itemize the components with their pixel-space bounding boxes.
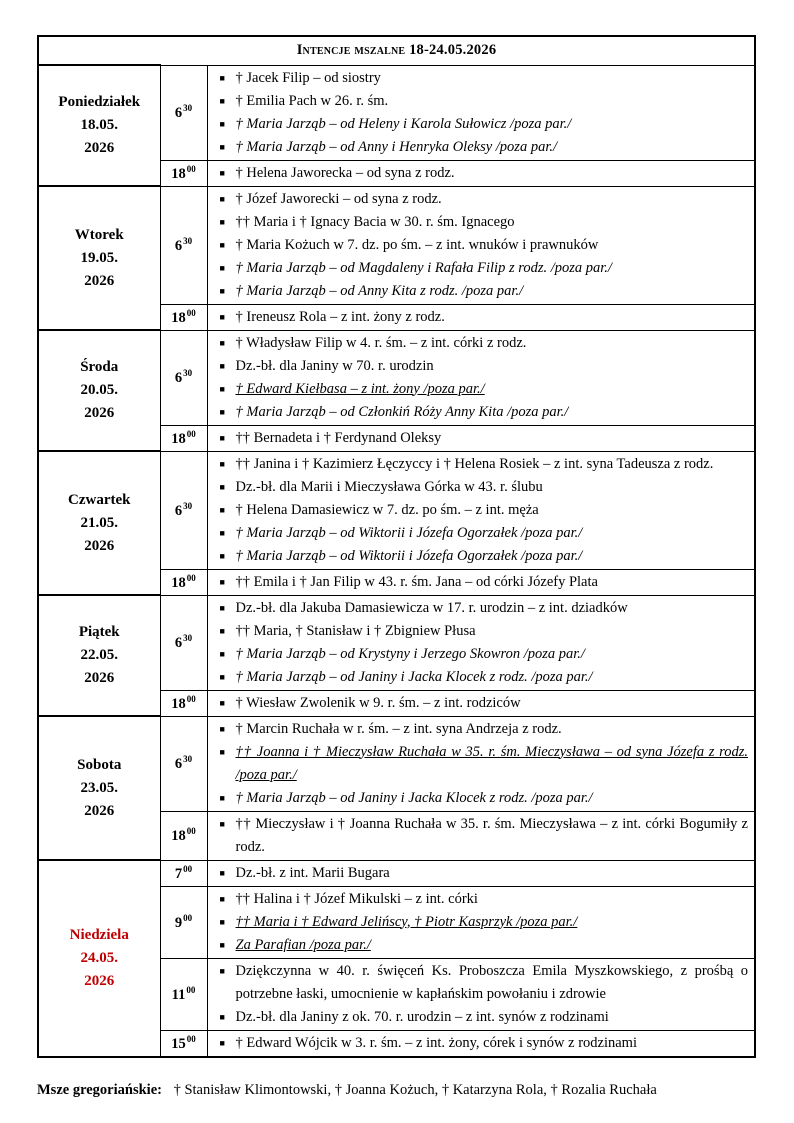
square-bullet-icon: ■: [219, 893, 225, 904]
square-bullet-icon: ■: [219, 697, 225, 708]
mass-time: [160, 304, 207, 330]
mass-minutes: 00: [186, 1033, 196, 1044]
intentions-cell: [207, 811, 755, 860]
mass-time: [160, 716, 207, 811]
mass-row: [38, 65, 755, 160]
day-cell: [38, 330, 160, 451]
intention-text: Dziękczynna w 40. r. święceń Ks. Proboszcza Emila Myszkowskiego, z prośbą o potrzebne łaski, umocnienie w kapłańskim powołaniu i zdrowie: [235, 962, 748, 1002]
mass-time: [160, 569, 207, 595]
day-year: 2026: [84, 802, 115, 819]
day-name: Niedziela: [69, 926, 129, 943]
gregorian-masses-footer: [37, 1082, 657, 1099]
square-bullet-icon: ■: [219, 1037, 225, 1048]
intention-text: † Maria Jarząb – od Wiktorii i Józefa Ogorzałek /poza par./: [235, 547, 583, 564]
intention-text: † Maria Jarząb – od Wiktorii i Józefa Ogorzałek /poza par./: [235, 524, 583, 541]
intention-item: [208, 427, 749, 450]
mass-minutes: 00: [186, 826, 196, 836]
square-bullet-icon: ■: [219, 550, 225, 561]
square-bullet-icon: ■: [219, 867, 225, 878]
intention-text: † Józef Jaworecki – od syna z rodz.: [235, 190, 442, 207]
square-bullet-icon: ■: [219, 602, 225, 613]
intentions-cell: [207, 160, 755, 186]
intention-item: [208, 787, 749, 810]
mass-minutes: 00: [183, 912, 193, 923]
mass-time: [160, 160, 207, 186]
day-year: 2026: [84, 272, 115, 289]
title-row: [38, 36, 755, 65]
square-bullet-icon: ■: [219, 360, 225, 371]
square-bullet-icon: ■: [219, 285, 225, 296]
square-bullet-icon: ■: [219, 625, 225, 636]
intention-text: †† Mieczysław i † Joanna Ruchała w 35. r. śm. Mieczysława – z int. córki Bogumiły z rodz.: [235, 815, 748, 855]
day-date: 19.05.: [80, 249, 118, 266]
day-cell: [38, 716, 160, 860]
mass-minutes: 30: [183, 235, 193, 246]
intention-item: [208, 960, 749, 1006]
intention-item: [208, 188, 749, 211]
mass-minutes: 30: [183, 500, 193, 511]
day-year: 2026: [84, 405, 115, 421]
mass-time: [160, 1030, 207, 1057]
mass-time: [160, 425, 207, 451]
square-bullet-icon: ■: [219, 458, 225, 469]
mass-time: [160, 186, 207, 304]
intention-item: [208, 257, 749, 280]
intention-item: [208, 280, 749, 303]
intention-list: [208, 570, 755, 595]
day-name: Środa: [80, 359, 119, 375]
mass-hour: 6: [174, 237, 183, 254]
intention-text: †† Bernadeta i † Ferdynand Oleksy: [235, 429, 442, 446]
intention-list: [208, 1031, 755, 1056]
intention-text: Dz.-bł. z int. Marii Bugara: [235, 864, 390, 881]
intention-text: Dz.-bł. dla Jakuba Damasiewicza w 17. r. urodzin – z int. dziadków: [235, 599, 628, 616]
square-bullet-icon: ■: [219, 311, 225, 322]
intention-list: [208, 426, 755, 451]
day-year: 2026: [84, 537, 115, 554]
intention-text: †† Joanna i † Mieczysław Ruchała w 35. r. śm. Mieczysława – od syna Józefa z rodz. /poza par./: [235, 743, 748, 783]
mass-minutes: 00: [186, 163, 196, 174]
square-bullet-icon: ■: [219, 72, 225, 83]
intention-item: [208, 453, 749, 476]
intention-text: †† Janina i † Kazimierz Łęczyccy i † Helena Rosiek – z int. syna Tadeusza z rodz.: [235, 455, 714, 472]
intention-item: [208, 888, 749, 911]
square-bullet-icon: ■: [219, 576, 225, 587]
intentions-cell: [207, 716, 755, 811]
intention-text: † Maria Jarząb – od Janiny i Jacka Klocek z rodz. /poza par./: [235, 789, 593, 806]
document-title: Intencje mszalne 18-24.05.2026: [38, 36, 755, 65]
intention-list: [208, 596, 755, 690]
intention-text: † Marcin Ruchała w r. śm. – z int. syna Andrzeja z rodz.: [235, 720, 562, 737]
intention-text: † Ireneusz Rola – z int. żony z rodz.: [235, 308, 445, 325]
day-year: 2026: [84, 972, 115, 989]
intention-text: † Maria Jarząb – od Anny Kita z rodz. /poza par./: [235, 282, 524, 299]
intentions-cell: [207, 304, 755, 330]
square-bullet-icon: ■: [219, 965, 225, 976]
square-bullet-icon: ■: [219, 141, 225, 152]
intention-item: [208, 332, 749, 355]
day-name: Czwartek: [68, 491, 131, 508]
day-cell: [38, 65, 160, 186]
mass-row: [38, 330, 755, 425]
square-bullet-icon: ■: [219, 648, 225, 659]
intention-text: † Edward Wójcik w 3. r. śm. – z int. żony, córek i synów z rodzinami: [235, 1034, 637, 1051]
mass-hour: 18: [171, 695, 186, 712]
mass-time: [160, 886, 207, 958]
intention-item: [208, 211, 749, 234]
intention-text: † Jacek Filip – od siostry: [235, 69, 381, 86]
intentions-document: [37, 35, 756, 1098]
square-bullet-icon: ■: [219, 916, 225, 927]
mass-hour: 7: [174, 865, 183, 882]
day-cell: [38, 186, 160, 330]
square-bullet-icon: ■: [219, 671, 225, 682]
mass-time: [160, 860, 207, 886]
mass-hour: 6: [174, 756, 183, 772]
intention-item: [208, 234, 749, 257]
day-cell: [38, 451, 160, 595]
intention-item: [208, 862, 749, 885]
mass-hour: 18: [171, 574, 186, 591]
mass-hour: 11: [171, 986, 186, 1003]
mass-row: [38, 595, 755, 690]
intention-item: [208, 545, 749, 568]
footer-text: † Stanisław Klimontowski, † Joanna Kożuch, † Katarzyna Rola, † Rozalia Ruchała: [173, 1082, 657, 1098]
intention-item: [208, 643, 749, 666]
intention-text: † Emilia Pach w 26. r. śm.: [235, 92, 389, 109]
mass-minutes: 30: [183, 103, 193, 113]
intention-item: [208, 378, 749, 401]
mass-row: [38, 186, 755, 304]
intention-list: [208, 331, 755, 425]
day-name: Poniedziałek: [58, 94, 141, 110]
intentions-cell: [207, 425, 755, 451]
intention-list: [208, 305, 755, 330]
mass-minutes: 00: [186, 307, 196, 318]
mass-hour: 6: [174, 502, 183, 519]
intention-text: † Maria Jarząb – od Krystyny i Jerzego Skowron /poza par./: [235, 645, 585, 662]
day-year: 2026: [84, 670, 115, 686]
mass-minutes: 30: [183, 754, 193, 764]
intention-item: [208, 476, 749, 499]
intentions-cell: [207, 451, 755, 569]
intention-item: [208, 162, 749, 185]
day-name: Wtorek: [74, 226, 124, 243]
intention-text: † Helena Damasiewicz w 7. dz. po śm. – z int. męża: [235, 501, 539, 518]
intention-text: Dz.-bł. dla Janiny z ok. 70. r. urodzin – z int. synów z rodzinami: [235, 1008, 609, 1025]
intentions-cell: [207, 330, 755, 425]
intention-item: [208, 571, 749, 594]
intention-item: [208, 306, 749, 329]
intention-text: † Wiesław Zwolenik w 9. r. śm. – z int. rodziców: [235, 694, 521, 711]
intentions-cell: [207, 690, 755, 716]
intention-item: [208, 666, 749, 689]
intention-text: † Edward Kiełbasa – z int. żony /poza par./: [235, 380, 485, 397]
square-bullet-icon: ■: [219, 939, 225, 950]
intention-text: Dz.-bł. dla Marii i Mieczysława Górka w 43. r. ślubu: [235, 478, 543, 495]
square-bullet-icon: ■: [219, 723, 225, 734]
square-bullet-icon: ■: [219, 432, 225, 443]
mass-minutes: 00: [186, 984, 196, 995]
square-bullet-icon: ■: [219, 383, 225, 394]
mass-row: [38, 860, 755, 886]
intentions-cell: [207, 569, 755, 595]
intention-item: [208, 741, 749, 787]
intention-list: [208, 66, 755, 160]
mass-time: [160, 958, 207, 1030]
intention-item: [208, 401, 749, 424]
mass-hour: 18: [171, 430, 186, 447]
day-cell: [38, 595, 160, 716]
mass-minutes: 30: [183, 368, 193, 378]
intention-list: [208, 887, 755, 958]
intention-text: † Maria Jarząb – od Magdaleny i Rafała Filip z rodz. /poza par./: [235, 259, 612, 276]
mass-minutes: 00: [186, 428, 196, 439]
intentions-cell: [207, 595, 755, 690]
mass-hour: 18: [171, 828, 186, 844]
intention-list: [208, 691, 755, 716]
mass-minutes: 00: [186, 572, 196, 583]
mass-minutes: 00: [186, 693, 196, 704]
intention-item: [208, 1006, 749, 1029]
square-bullet-icon: ■: [219, 216, 225, 227]
intention-text: † Maria Jarząb – od Janiny i Jacka Klocek z rodz. /poza par./: [235, 668, 593, 685]
intention-text: †† Maria, † Stanisław i † Zbigniew Płusa: [235, 622, 476, 639]
intention-text: †† Emila i † Jan Filip w 43. r. śm. Jana – od córki Józefy Plata: [235, 573, 598, 590]
mass-minutes: 30: [183, 633, 193, 643]
intentions-cell: [207, 186, 755, 304]
mass-time: [160, 595, 207, 690]
mass-row: [38, 451, 755, 569]
intention-text: † Władysław Filip w 4. r. śm. – z int. córki z rodz.: [235, 334, 527, 351]
mass-hour: 6: [174, 370, 183, 386]
intentions-cell: [207, 958, 755, 1030]
square-bullet-icon: ■: [219, 792, 225, 803]
square-bullet-icon: ■: [219, 406, 225, 417]
intention-list: [208, 959, 755, 1030]
square-bullet-icon: ■: [219, 193, 225, 204]
intention-item: [208, 67, 749, 90]
intention-item: [208, 718, 749, 741]
intention-item: [208, 911, 749, 934]
square-bullet-icon: ■: [219, 337, 225, 348]
intention-item: [208, 813, 749, 859]
intention-item: [208, 522, 749, 545]
intentions-cell: [207, 886, 755, 958]
intention-text: Za Parafian /poza par./: [235, 936, 371, 953]
square-bullet-icon: ■: [219, 504, 225, 515]
intentions-table: [37, 35, 756, 1058]
mass-hour: 9: [174, 914, 183, 931]
intention-text: † Maria Jarząb – od Członkiń Róży Anny Kita /poza par./: [235, 403, 569, 420]
intention-text: † Maria Kożuch w 7. dz. po śm. – z int. wnuków i prawnuków: [235, 236, 599, 253]
day-date: 21.05.: [80, 514, 118, 531]
intention-text: † Helena Jaworecka – od syna z rodz.: [235, 164, 455, 181]
intentions-cell: [207, 65, 755, 160]
day-date: 24.05.: [80, 949, 118, 966]
intention-text: †† Halina i † Józef Mikulski – z int. córki: [235, 890, 478, 907]
intention-list: [208, 187, 755, 304]
intention-item: [208, 136, 749, 159]
square-bullet-icon: ■: [219, 118, 225, 129]
day-cell: [38, 860, 160, 1057]
intention-text: † Maria Jarząb – od Heleny i Karola Sułowicz /poza par./: [235, 115, 572, 132]
intention-item: [208, 499, 749, 522]
mass-hour: 15: [171, 1035, 186, 1052]
intention-item: [208, 90, 749, 113]
square-bullet-icon: ■: [219, 481, 225, 492]
mass-time: [160, 811, 207, 860]
mass-hour: 6: [174, 635, 183, 651]
mass-time: [160, 65, 207, 160]
day-date: 23.05.: [80, 779, 118, 796]
square-bullet-icon: ■: [219, 527, 225, 538]
mass-minutes: 00: [183, 863, 193, 874]
intentions-cell: [207, 1030, 755, 1057]
square-bullet-icon: ■: [219, 95, 225, 106]
day-date: 22.05.: [80, 647, 118, 663]
day-name: Piątek: [78, 624, 120, 640]
mass-time: [160, 330, 207, 425]
square-bullet-icon: ■: [219, 818, 225, 829]
intention-list: [208, 812, 755, 860]
intention-list: [208, 861, 755, 886]
intention-item: [208, 355, 749, 378]
square-bullet-icon: ■: [219, 239, 225, 250]
square-bullet-icon: ■: [219, 262, 225, 273]
intention-list: [208, 452, 755, 569]
day-date: 20.05.: [80, 382, 118, 398]
mass-hour: 18: [171, 165, 186, 182]
intention-item: [208, 934, 749, 957]
intention-text: †† Maria i † Edward Jelińscy, † Piotr Kasprzyk /poza par./: [235, 913, 578, 930]
square-bullet-icon: ■: [219, 1011, 225, 1022]
intentions-cell: [207, 860, 755, 886]
intention-text: † Maria Jarząb – od Anny i Henryka Oleksy /poza par./: [235, 138, 558, 155]
intention-item: [208, 620, 749, 643]
intention-item: [208, 597, 749, 620]
intention-text: †† Maria i † Ignacy Bacia w 30. r. śm. Ignacego: [235, 213, 515, 230]
intention-list: [208, 161, 755, 186]
intention-item: [208, 1032, 749, 1055]
intention-item: [208, 692, 749, 715]
square-bullet-icon: ■: [219, 746, 225, 757]
day-year: 2026: [84, 140, 115, 156]
mass-hour: 18: [171, 309, 186, 326]
mass-row: [38, 716, 755, 811]
day-date: 18.05.: [80, 117, 118, 133]
intention-text: Dz.-bł. dla Janiny w 70. r. urodzin: [235, 357, 434, 374]
mass-time: [160, 451, 207, 569]
square-bullet-icon: ■: [219, 167, 225, 178]
footer-label: Msze gregoriańskie:: [37, 1082, 162, 1098]
intention-list: [208, 717, 755, 811]
mass-time: [160, 690, 207, 716]
day-name: Sobota: [77, 756, 122, 773]
mass-hour: 6: [174, 105, 183, 121]
intention-item: [208, 113, 749, 136]
